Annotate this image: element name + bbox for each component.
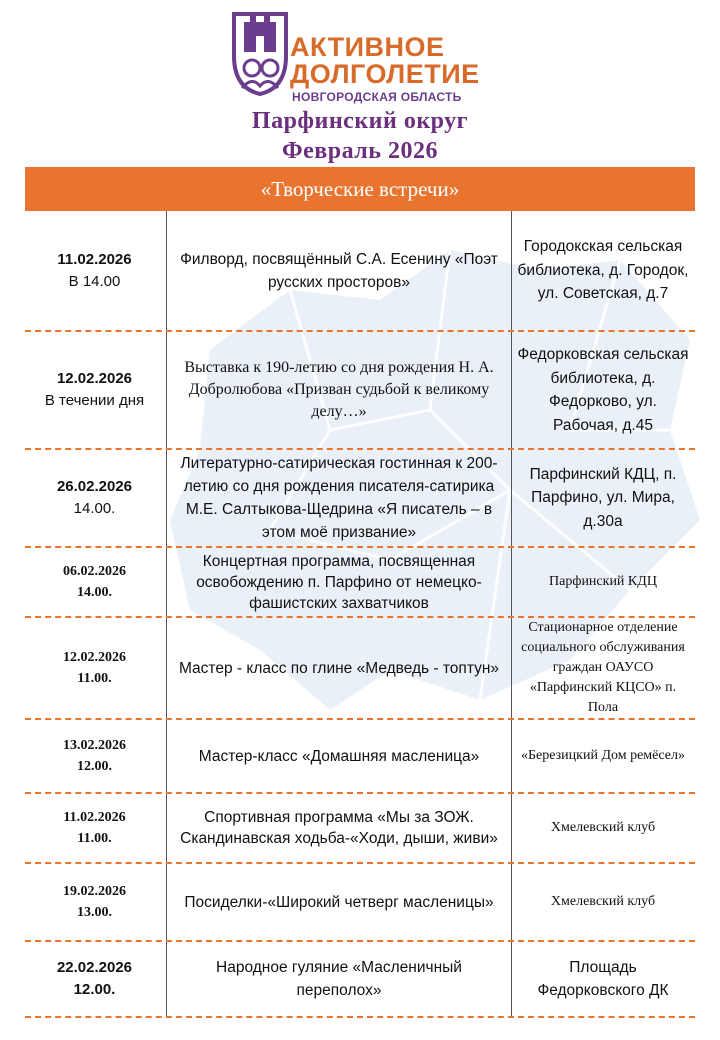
event-title: Спортивная программа «Мы за ЗОЖ. Скандинавская ходьба-«Ходи, дыши, живи» [180,809,498,847]
event-place: Городокская сельская библиотека, д. Городок, ул. Советская, д.7 [517,238,689,303]
date-cell [25,794,164,862]
place-cell [511,548,695,616]
logo-subtitle: НОВГОРОДСКАЯ ОБЛАСТЬ [292,90,462,104]
place-cell [511,450,695,546]
table-row [25,864,695,942]
event-time: 11.00. [77,671,112,686]
event-date: 22.02.2026 [56,959,133,976]
event-date: 12.02.2026 [63,650,126,665]
date-cell [25,618,164,718]
place-cell [511,864,695,940]
event-time: 12.00. [73,981,116,998]
date-cell [25,864,164,940]
event-cell [166,211,512,330]
event-title: Народное гуляние «Масленичный переполох» [216,959,462,999]
district-title: Парфинский округ [251,108,469,134]
date-cell [25,548,164,616]
date-cell [25,332,164,448]
event-place: «Березицкий Дом ремёсел» [521,748,685,763]
event-date: 11.02.2026 [57,250,132,268]
event-time: В 14.00 [68,272,121,290]
event-cell [166,720,512,792]
event-time: 11.00. [77,831,112,846]
event-date: 06.02.2026 [63,564,126,579]
event-cell [166,332,512,448]
event-place: Федорковская сельская библиотека, д. Федорково, ул. Рабочая, д.45 [517,346,689,434]
event-cell [166,942,512,1016]
section-header [25,167,695,211]
event-date: 11.02.2026 [63,810,126,825]
logo-title-line2: ДОЛГОЛЕТИЕ [290,59,480,89]
event-title: Концертная программа, посвященная освобождению п. Парфино от немецко-фашистских захватчиков [196,552,482,612]
table-row [25,720,695,794]
event-place: Стационарное отделение социального обслуживания граждан ОАУСО «Парфинский КЦСО» п. Пола [521,620,685,715]
event-title: Литературно-сатирическая гостинная к 200-летию со дня рождения писателя-сатирика М.Е. Салтыкова-Щедрина «Я писатель – в этом моё призвание» [180,455,498,541]
place-cell [511,720,695,792]
table-row [25,618,695,720]
table-row [25,332,695,450]
event-date: 26.02.2026 [56,478,133,495]
date-cell [25,450,164,546]
event-cell [166,450,512,546]
event-title: Мастер-класс «Домашняя масленица» [198,747,480,765]
date-cell [25,211,164,330]
date-cell [25,720,164,792]
table-row [25,942,695,1018]
table-row [25,794,695,864]
place-cell [511,942,695,1016]
place-cell [511,211,695,330]
date-cell [25,942,164,1016]
logo [228,10,498,104]
event-title: Филворд, посвящённый С.А. Есенину «Поэт русских просторов» [180,250,498,291]
event-cell [166,618,512,718]
event-title: Мастер - класс по глине «Медведь - топтун» [178,659,500,677]
event-place: Площадь Федорковского ДК [537,958,669,999]
event-time: 14.00. [73,500,116,517]
event-time: 12.00. [77,759,112,774]
event-place: Парфинский КДЦ [549,574,657,589]
event-time: 14.00. [77,585,112,600]
event-date: 12.02.2026 [56,370,133,387]
table-row [25,211,695,332]
event-place: Парфинский КДЦ, п. Парфино, ул. Мира, д.30а [529,465,677,530]
section-title: «Творческие встречи» [260,176,460,201]
place-cell [511,794,695,862]
event-cell [166,864,512,940]
event-date: 13.02.2026 [63,738,126,753]
event-date: 19.02.2026 [63,884,126,899]
logo-title-line1: АКТИВНОЕ [290,32,445,62]
event-time: В течении дня [44,392,145,409]
event-cell [166,548,512,616]
event-title: Выставка к 190-летию со дня рождения Н. А. Добролюбова «Призван судьбой к великому делу…» [184,359,494,420]
event-title: Посиделки-«Широкий четверг масленицы» [184,893,494,911]
event-place: Хмелевский клуб [550,820,656,835]
place-cell [511,618,695,718]
event-place: Хмелевский клуб [550,894,656,909]
event-time: 13.00. [77,905,112,920]
place-cell [511,332,695,448]
event-cell [166,794,512,862]
month-title: Февраль 2026 [282,138,438,164]
table-row [25,450,695,548]
logo-emblem-icon [228,10,292,96]
table-row [25,548,695,618]
